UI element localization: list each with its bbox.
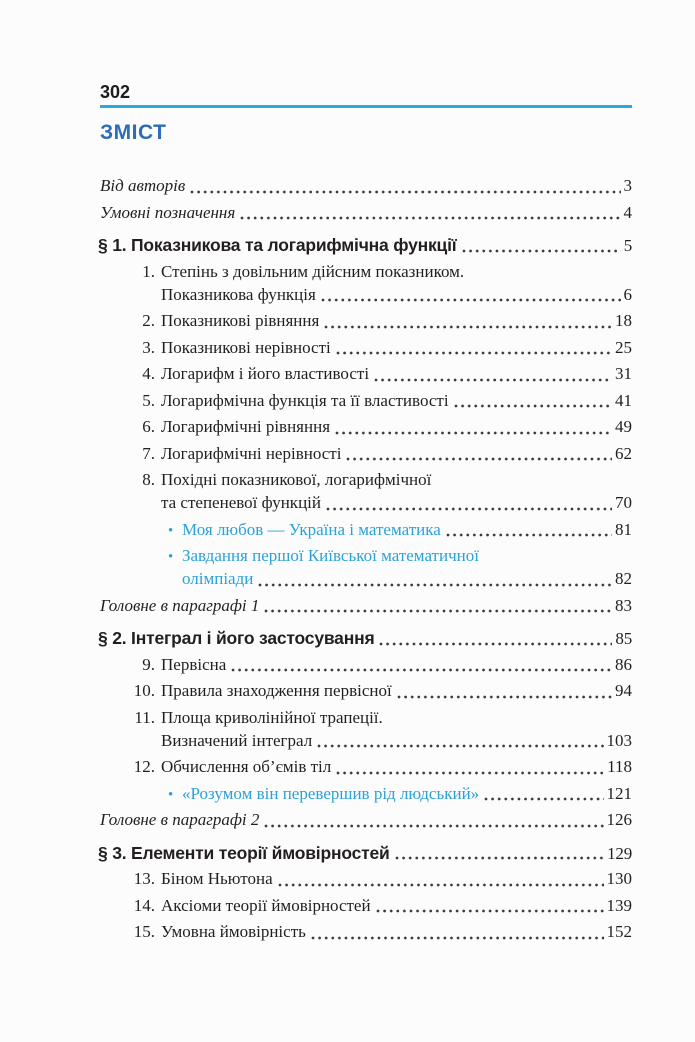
toc-page-ref: 3 [623, 176, 632, 195]
item-number: 3. [142, 337, 155, 357]
toc-page-ref: 126 [606, 810, 632, 829]
toc-page-ref: 62 [615, 443, 632, 463]
toc-row [100, 361, 632, 388]
toc-page-ref: 82 [615, 569, 632, 588]
toc-entry [100, 388, 632, 415]
dot-leader [190, 190, 620, 194]
item-number: 12. [133, 757, 155, 776]
toc-entry-label: Моя любов — Україна і математика [182, 519, 441, 539]
toc-entry-label: Головне в параграфі 1 [100, 595, 260, 615]
toc-page-ref: 49 [615, 417, 632, 436]
toc-entry-label: Правила знаходження первісної [161, 681, 392, 700]
toc-page-ref: 94 [615, 681, 632, 700]
dot-leader [317, 744, 603, 748]
toc-entry [100, 893, 632, 920]
item-number: 15. [133, 922, 155, 941]
toc-entry-label: Логарифмічні нерівності [161, 443, 342, 463]
toc-entry [100, 866, 632, 893]
toc-entry-label: Площа криволінійної трапеції. [161, 707, 383, 727]
toc-entry [100, 517, 632, 544]
toc-row [98, 840, 632, 867]
item-number: 10. [133, 681, 155, 700]
toc-page-ref: 25 [615, 337, 632, 357]
item-number: 2. [142, 311, 155, 330]
dot-leader [379, 642, 612, 646]
toc-entry [100, 543, 632, 593]
toc-entry-label: Показникова функція [161, 284, 316, 304]
toc-entry-label: та степеневої функцій [161, 493, 321, 512]
toc-entry-label: Умовні позначення [100, 202, 236, 222]
toc-page-ref: 5 [623, 236, 632, 255]
dot-leader [374, 378, 612, 382]
toc-page-ref: 41 [615, 390, 632, 410]
header-rule [100, 105, 632, 108]
item-number: 13. [133, 869, 155, 888]
dot-leader [278, 883, 604, 887]
toc-page-ref: 6 [623, 284, 632, 304]
toc-entry [100, 308, 632, 335]
toc-entry-label: Аксіоми теорії ймовірностей [161, 895, 371, 915]
toc-entry [100, 652, 632, 679]
toc-page-ref: 81 [615, 519, 632, 539]
toc-entry-label: «Розумом він перевершив рід людський» [182, 783, 480, 803]
toc-row [100, 200, 632, 227]
toc-page-ref: 4 [623, 202, 632, 222]
table-of-contents [100, 173, 632, 946]
dot-leader [346, 457, 612, 461]
page-title: ЗМІСТ [100, 121, 167, 144]
dot-leader [335, 431, 612, 435]
dot-leader [326, 507, 612, 511]
toc-row [100, 678, 632, 705]
toc-page-ref: 83 [615, 595, 632, 615]
toc-entry [100, 173, 632, 200]
page-number: 302 [100, 82, 131, 102]
toc-entry [100, 593, 632, 620]
toc-row [100, 414, 632, 441]
toc-entry-label: Логарифм і його властивості [161, 364, 370, 383]
toc-page-ref: 129 [607, 843, 632, 863]
bullet-icon: • [168, 549, 174, 565]
toc-entry-label: Первісна [161, 654, 227, 674]
toc-row [100, 919, 632, 946]
toc-row [100, 652, 632, 679]
dot-leader [446, 533, 612, 537]
toc-page-ref: 121 [606, 783, 632, 803]
toc-entry-label: Умовна ймовірність [161, 922, 306, 941]
toc-entry-label: Степінь з довільним дійсним показником. [161, 261, 465, 281]
toc-page-ref: 86 [615, 654, 632, 674]
toc-entry-label: Логарифмічні рівняння [161, 417, 331, 436]
toc-entry-label: § 3. Елементи теорії ймовірностей [98, 842, 390, 863]
dot-leader [324, 325, 612, 329]
toc-row [100, 282, 632, 309]
dot-leader [462, 249, 621, 253]
toc-entry-label: § 2. Інтеграл і його застосування [98, 628, 375, 648]
item-number: 8. [142, 470, 155, 489]
toc-entry [100, 441, 632, 468]
toc-entry-label: Обчислення об’ємів тіл [161, 757, 332, 776]
toc-entry [100, 335, 632, 362]
toc-entry [100, 361, 632, 388]
toc-entry-label: Завдання першої Київської математичної [182, 546, 479, 565]
toc-row [100, 754, 632, 781]
toc-page-ref: 85 [615, 629, 632, 648]
toc-row [100, 308, 632, 335]
toc-row [100, 807, 632, 834]
dot-leader [240, 216, 620, 220]
toc-entry-label: § 1. Показникова та логарифмічна функції [98, 235, 457, 255]
toc-entry [100, 259, 632, 309]
toc-page-ref: 139 [606, 895, 632, 915]
toc-entry [100, 625, 632, 652]
dot-leader [321, 298, 621, 302]
toc-row [100, 866, 632, 893]
toc-row [100, 593, 632, 620]
toc-entry [100, 678, 632, 705]
toc-entry-label: Логарифмічна функція та її властивості [161, 390, 449, 410]
item-number: 14. [133, 895, 155, 915]
dot-leader [231, 668, 612, 672]
toc-entry [100, 754, 632, 781]
toc-entry [100, 781, 632, 808]
toc-row [98, 232, 632, 259]
toc-page-ref: 130 [606, 869, 632, 888]
dot-leader [376, 909, 604, 913]
item-number: 6. [142, 417, 155, 436]
dot-leader [311, 936, 604, 940]
toc-entry-label: Похідні показникової, логарифмічної [161, 470, 432, 489]
toc-row [100, 893, 632, 920]
dot-leader [395, 856, 605, 860]
toc-row [100, 728, 632, 755]
toc-entry-label: Від авторів [100, 176, 186, 195]
toc-entry-label: Визначений інтеграл [161, 730, 313, 750]
toc-entry [100, 705, 632, 755]
dot-leader [264, 824, 603, 828]
toc-row [100, 441, 632, 468]
toc-entry-label: Головне в параграфі 2 [100, 810, 260, 829]
item-number: 11. [134, 707, 155, 727]
dot-leader [336, 351, 612, 355]
toc-entry [100, 414, 632, 441]
toc-row [100, 335, 632, 362]
toc-entry-label: Показникові рівняння [161, 311, 320, 330]
dot-leader [336, 771, 604, 775]
toc-page-ref: 31 [615, 364, 632, 383]
item-number: 4. [142, 364, 155, 383]
toc-page-ref: 103 [606, 730, 632, 750]
toc-row [100, 173, 632, 200]
dot-leader [258, 583, 612, 587]
bullet-icon: • [168, 786, 174, 803]
item-number: 9. [142, 654, 155, 674]
dot-leader [484, 797, 603, 801]
toc-entry-label: Показникові нерівності [161, 337, 331, 357]
toc-entry-label: олімпіади [182, 569, 254, 588]
toc-entry [100, 200, 632, 227]
toc-page-ref: 152 [606, 922, 632, 941]
toc-entry [100, 232, 632, 259]
toc-entry [100, 807, 632, 834]
item-number: 1. [142, 261, 155, 281]
toc-page-ref: 118 [607, 757, 632, 776]
toc-entry-label: Біном Ньютона [161, 869, 273, 888]
toc-row [98, 625, 632, 652]
toc-row [100, 781, 632, 808]
item-number: 7. [142, 443, 155, 463]
toc-row [100, 490, 632, 517]
toc-entry [100, 467, 632, 517]
toc-row [100, 388, 632, 415]
dot-leader [264, 609, 612, 613]
bullet-icon: • [168, 522, 174, 539]
toc-page-ref: 70 [615, 493, 632, 512]
toc-row [100, 517, 632, 544]
dot-leader [397, 695, 612, 699]
toc-page-ref: 18 [615, 311, 632, 330]
dot-leader [454, 404, 612, 408]
toc-entry [100, 840, 632, 867]
toc-entry [100, 919, 632, 946]
item-number: 5. [142, 390, 155, 410]
